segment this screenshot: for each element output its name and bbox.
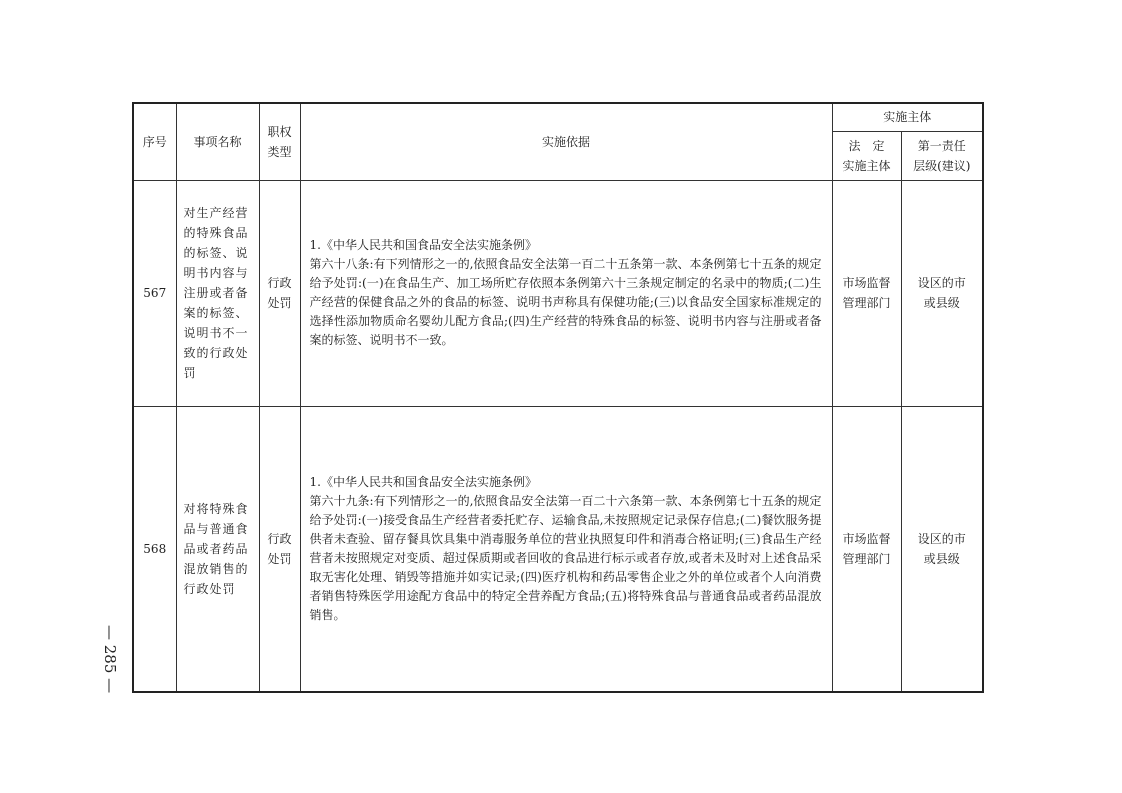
header-first-level-line1: 第一责任 (917, 138, 966, 153)
row-power-type (259, 180, 300, 406)
header-legal-subject (832, 131, 901, 180)
row-basis-title: 1.《中华人民共和国食品安全法实施条例》 (309, 238, 537, 252)
row-first-level-text: 设区的市或县级 (917, 276, 966, 310)
header-power-type-text: 职权类型 (267, 124, 292, 159)
header-legal-subject-line2: 实施主体 (842, 158, 891, 173)
header-power-type (259, 103, 300, 180)
row-basis-title: 1.《中华人民共和国食品安全法实施条例》 (309, 474, 537, 489)
header-first-level-line2: 层级(建议) (913, 158, 971, 173)
row-basis-text: 第六十八条:有下列情形之一的,依照食品安全法第一百二十五条第一款、本条例第七十五条的规定给予处罚:(一)在食品生产、加工场所贮存依照本条例第六十三条规定制定的名录中的物质;(二)生产经营的保健食品之外的食品的标签、说明书声称具有保健功能;(三)以食品安全国家标准规定的选择性添加物质命名婴幼儿配方食品;(四)生产经营的特殊食品的标签、说明书内容与注册或者备案的标签、说明书不一致。 (309, 257, 822, 347)
row-basis (300, 406, 832, 692)
header-legal-subject-line1: 法 定 (848, 138, 885, 153)
row-legal-subject-text: 市场监督管理部门 (842, 531, 891, 566)
row-power-type (259, 406, 300, 692)
header-subject: 实施主体 (832, 103, 983, 131)
row-first-level-text: 设区的市或县级 (917, 531, 966, 566)
header-item-name: 事项名称 (176, 103, 259, 180)
row-first-level (901, 180, 983, 406)
page-number: — 285 — (101, 625, 119, 694)
row-power-type-text: 行政处罚 (267, 276, 292, 310)
table-row (133, 406, 983, 692)
enforcement-items-table (132, 102, 984, 693)
row-legal-subject (832, 180, 901, 406)
header-basis: 实施依据 (300, 103, 832, 180)
header-first-level (901, 131, 983, 180)
row-seq: 568 (133, 406, 176, 692)
row-basis-text: 第六十九条:有下列情形之一的,依照食品安全法第一百二十六条第一款、本条例第七十五条的规定给予处罚:(一)接受食品生产经营者委托贮存、运输食品,未按照规定记录保存信息;(二)餐饮服务提供者未查验、留存餐具饮具集中消毒服务单位的营业执照复印件和消毒合格证明;(三)食品生产经营者未按照规定对变质、超过保质期或者回收的食品进行标示或者存放,或者未及时对上述食品采取无害化处理、销毁等措施并如实记录;(四)医疗机构和药品零售企业之外的单位或者个人向消费者销售特殊医学用途配方食品中的特定全营养配方食品;(五)将特殊食品与普通食品或者药品混放销售。 (309, 493, 822, 622)
row-legal-subject (832, 406, 901, 692)
row-item-name: 对生产经营的特殊食品的标签、说明书内容与注册或者备案的标签、说明书不一致的行政处罚 (176, 180, 259, 406)
row-basis (300, 180, 832, 406)
row-seq: 567 (133, 180, 176, 406)
row-item-name: 对将特殊食品与普通食品或者药品混放销售的行政处罚 (176, 406, 259, 692)
row-legal-subject-text: 市场监督管理部门 (842, 276, 891, 310)
row-power-type-text: 行政处罚 (267, 531, 292, 566)
table-row (133, 180, 983, 406)
row-first-level (901, 406, 983, 692)
header-seq: 序号 (133, 103, 176, 180)
